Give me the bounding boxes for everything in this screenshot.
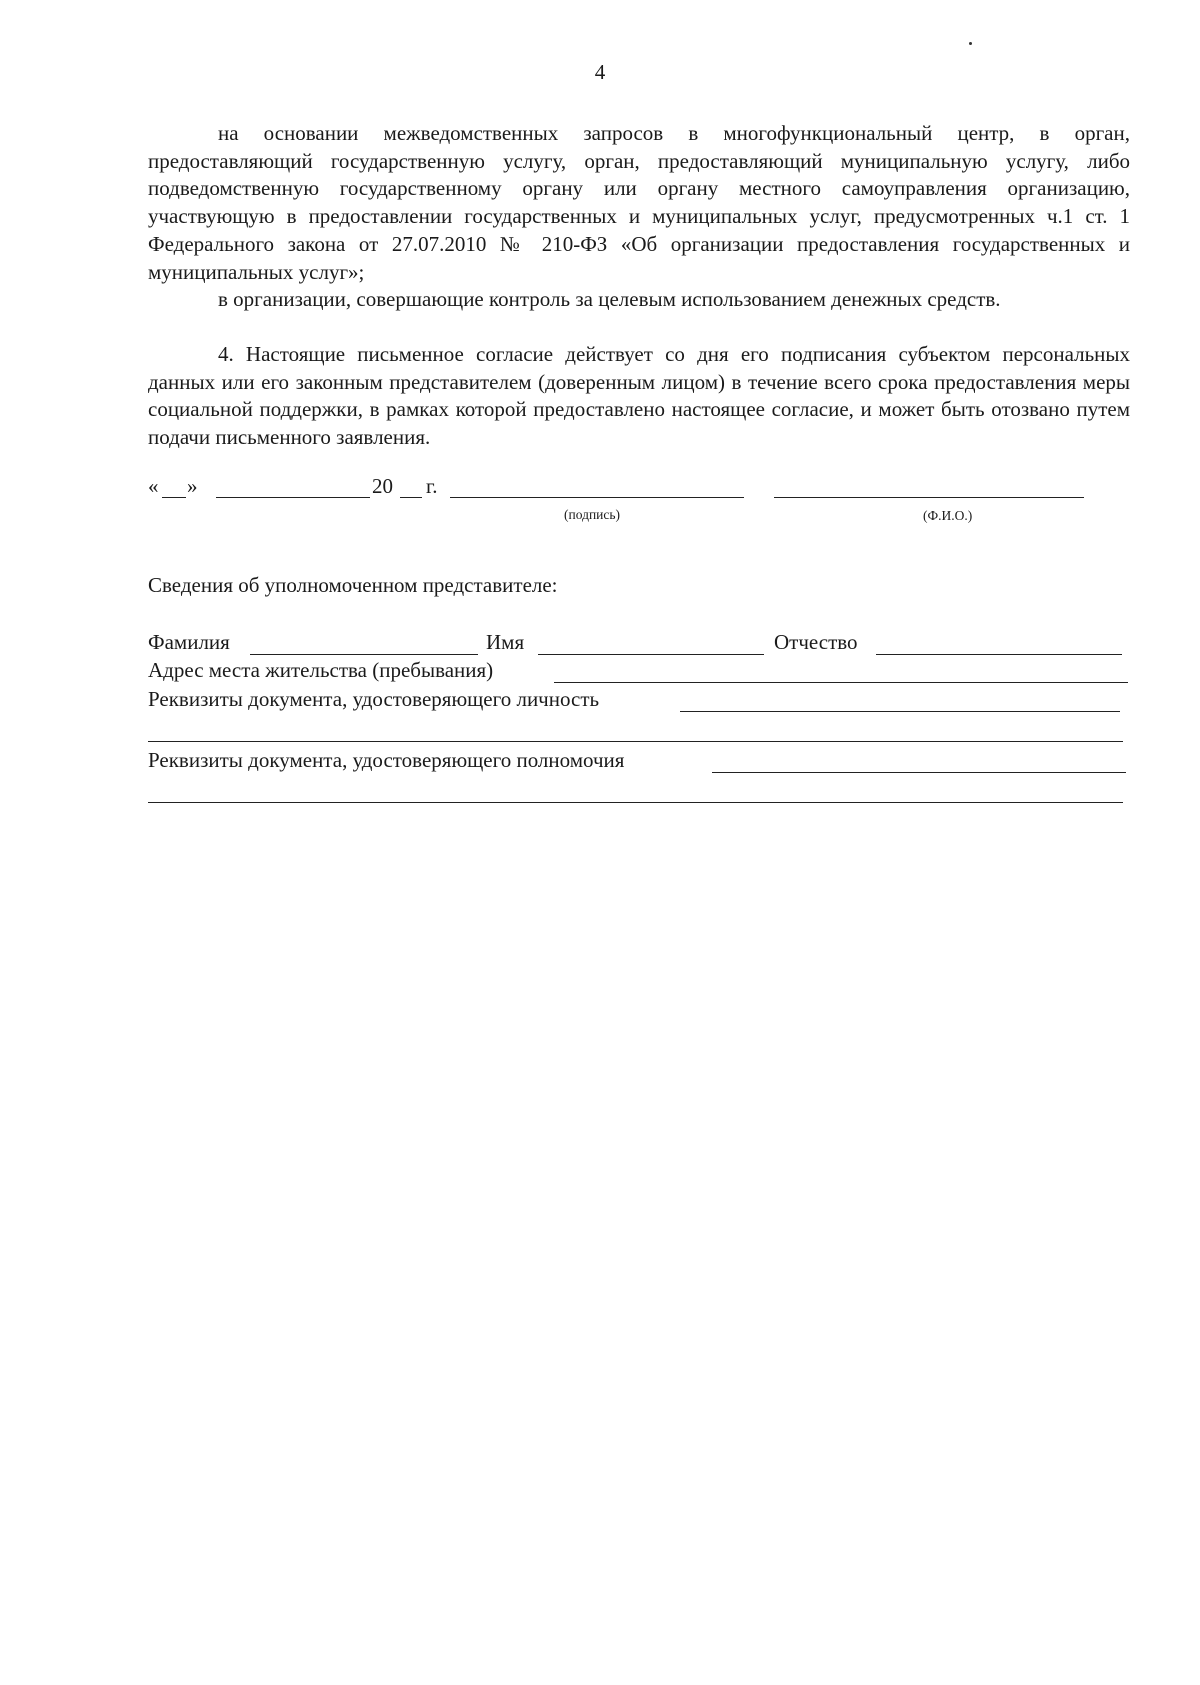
id-document-label: Реквизиты документа, удостоверяющего личность (148, 687, 600, 711)
date-open-quote: « (148, 474, 159, 498)
address-label: Адрес места жительства (пребывания) (148, 658, 494, 682)
signature-date-row (148, 474, 1138, 504)
month-blank-line[interactable] (216, 497, 370, 498)
scan-speck (969, 42, 972, 45)
full-name-blank-line[interactable] (774, 497, 1084, 498)
surname-field[interactable] (250, 654, 478, 655)
first-name-field[interactable] (538, 654, 764, 655)
year-prefix: 20 (372, 474, 393, 498)
first-name-label: Имя (486, 630, 525, 654)
day-blank-line[interactable] (162, 497, 186, 498)
authority-document-label: Реквизиты документа, удостоверяющего полномочия (148, 748, 625, 772)
paragraph-control-organizations: в организации, совершающие контроль за целевым использованием денежных средств. (218, 287, 1001, 311)
id-document-field[interactable] (680, 711, 1120, 712)
address-field[interactable] (554, 682, 1128, 683)
representative-heading: Сведения об уполномоченном представителе: (148, 573, 558, 597)
patronymic-field[interactable] (876, 654, 1122, 655)
year-suffix: г. (426, 474, 438, 498)
signature-caption: (подпись) (564, 507, 621, 522)
id-document-field-continuation[interactable] (148, 741, 1123, 742)
page-number: 4 (594, 60, 606, 84)
year-blank-line[interactable] (400, 497, 422, 498)
full-name-caption: (Ф.И.О.) (923, 508, 973, 523)
paragraph-interagency-requests: на основании межведомственных запросов в многофункциональный центр, в орган, предоставляющий государственную услугу, орган, предоставляющий муниципальную услугу, либо подведомственную государственному органу или органу местного самоуправления организацию, участвующую в предоставлении государственных и муниципальных услуг, предусмотренных ч.1 ст. 1 Федерального закона от 27.07.2010 № 210-ФЗ «Об организации предоставления государственных и муниципальных услуг»; (148, 121, 1130, 284)
paragraph-consent-validity: 4. Настоящие письменное согласие действует со дня его подписания субъектом персональных данных или его законным представителем (доверенным лицом) в течение всего срока предоставления меры социальной поддержки, в рамках которой предоставлено настоящее согласие, и может быть отозвано путем подачи письменного заявления. (148, 342, 1130, 450)
patronymic-label: Отчество (774, 630, 858, 654)
date-close-quote: » (187, 474, 198, 498)
authority-document-field-continuation[interactable] (148, 802, 1123, 803)
authority-document-field[interactable] (712, 772, 1126, 773)
surname-label: Фамилия (148, 630, 230, 654)
signature-blank-line[interactable] (450, 497, 744, 498)
